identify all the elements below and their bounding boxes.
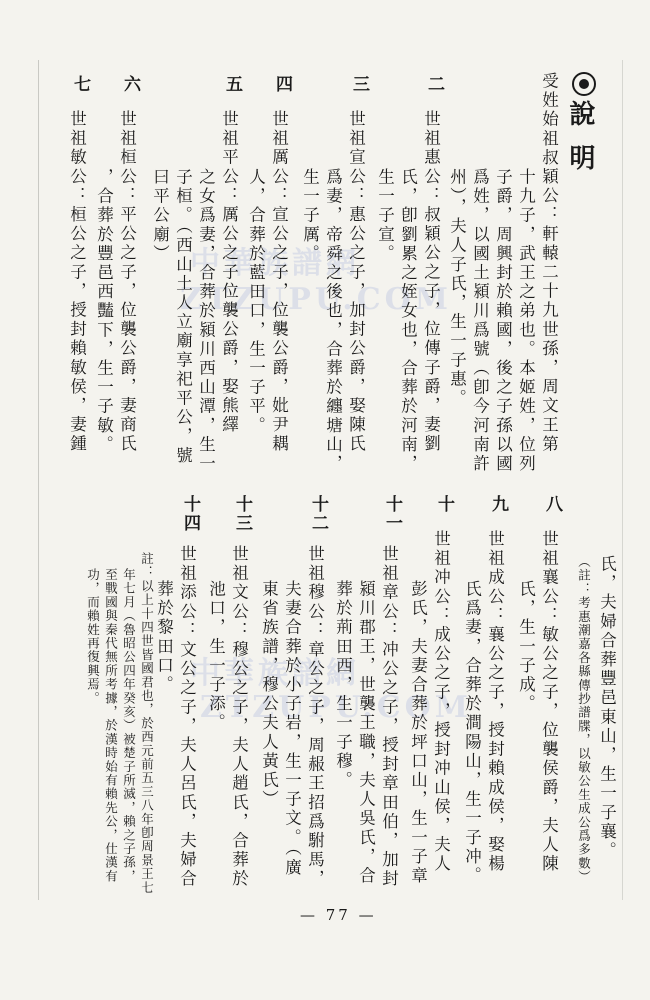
entry-number-6: 六 bbox=[120, 75, 140, 94]
footnote-col-2: 年七月（魯昭公四年癸亥）被楚子所滅，賴之子孫， bbox=[121, 568, 137, 884]
entry-number-4: 四 bbox=[272, 75, 292, 94]
text-col-3: 子爵，周興封於賴國，後之子孫以國 bbox=[493, 168, 513, 474]
text-col-13: 人，合葬於藍田口，生一子平。 bbox=[246, 168, 266, 436]
watermark-url-bottom: ZTZUPU.COM bbox=[200, 690, 472, 725]
text-col-16: 子桓。（西山土人立廟享祀平公，號 bbox=[173, 168, 193, 466]
entry-number-12: 十二 bbox=[308, 495, 328, 533]
text-col-27: 世祖冲公：成公之子，授封冲山侯，夫人 bbox=[431, 530, 451, 874]
footnote-col-4: 功，而賴姓再復興焉。 bbox=[85, 568, 101, 705]
text-col-29: 世祖章公：冲公之子，授封章田伯，加封 bbox=[379, 545, 399, 889]
text-col-1: 受姓始祖叔穎公：軒轅二十九世孫，周文王第 bbox=[539, 72, 559, 454]
text-col-31: 葬於荊田西，生一子穆。 bbox=[333, 580, 353, 791]
footnote-col-1: 註：以上十四世皆國君也，於西元前五三八年卽周景王七 bbox=[139, 552, 155, 895]
watermark-url-top: ZTZUPU.COM bbox=[180, 282, 452, 317]
text-col-36: 池口，生一子添。 bbox=[206, 580, 226, 733]
text-col-23: 世祖襄公：敏公之子，位襲侯爵，夫人陳 bbox=[539, 530, 559, 874]
entry-number-14: 十四 bbox=[180, 495, 200, 533]
entry-number-3: 三 bbox=[349, 75, 369, 94]
text-col-28: 彭氏，夫妻合葬於坪口山，生一子章 bbox=[408, 580, 428, 886]
text-col-8: 生一子宣。 bbox=[375, 168, 395, 264]
page-edge-right bbox=[622, 60, 623, 900]
text-col-37: 世祖添公：文公之子，夫人呂氏，夫婦合 bbox=[177, 545, 197, 889]
text-col-6: 世祖惠公：叔穎公之子，位傳子爵，妻劉 bbox=[421, 110, 441, 454]
text-col-4: 爲姓，以國土潁川爲號（卽今河南許 bbox=[470, 168, 490, 474]
watermark-cn-top: 中華族譜網 bbox=[190, 246, 360, 281]
text-col-20: 世祖敏公：桓公之子，授封賴敏侯，妻鍾 bbox=[67, 110, 87, 454]
text-col-33: 夫妻合葬於小子岩，生一子文。（廣 bbox=[282, 580, 302, 878]
text-col-21: 氏，夫婦合葬豐邑東山，生一子襄。 bbox=[597, 555, 617, 861]
entry-number-7: 七 bbox=[70, 75, 90, 94]
text-col-9: 世祖宣公：惠公之子，加封公爵，娶陳氏 bbox=[346, 110, 366, 454]
text-col-32: 世祖穆公：章公之子，周赧王招爲駙馬， bbox=[305, 545, 325, 889]
text-col-30: 潁川郡王，世襲王職，夫人吳氏，合 bbox=[356, 580, 376, 886]
entry-number-8: 八 bbox=[542, 495, 562, 514]
entry-number-10: 十 bbox=[434, 495, 454, 514]
text-col-2: 十九子，武王之弟也。本姬姓，位列 bbox=[516, 168, 536, 474]
entry-number-13: 十三 bbox=[232, 495, 252, 533]
text-col-34: 東省族譜，穆公夫人黃氏） bbox=[259, 580, 279, 810]
text-col-14: 世祖平公：厲公之子位襲公爵，娶熊繹 bbox=[219, 110, 239, 435]
page-title: 說明 bbox=[565, 100, 595, 188]
page-number: — 77 — bbox=[300, 906, 377, 924]
footnote-col-3: 至戰國與秦代無所考據，於漢時始有賴先公，仕漢有 bbox=[103, 568, 119, 884]
text-col-24: 氏，生一子成。 bbox=[516, 580, 536, 714]
page-edge-left bbox=[38, 60, 39, 900]
text-col-5: 州），夫人子氏，生一子惠。 bbox=[447, 168, 467, 409]
text-col-11: 生一子厲。 bbox=[300, 168, 320, 264]
text-col-19: ，合葬於豐邑西豔下，生一子敏。 bbox=[94, 168, 114, 455]
title-bullet-icon bbox=[572, 72, 596, 96]
text-col-17: 曰平公廟） bbox=[150, 168, 170, 264]
entry-number-11: 十一 bbox=[382, 495, 402, 533]
note-col-22: （註：考惠潮嘉各縣傳抄譜牒，以敏公生成公爲多數） bbox=[576, 555, 592, 884]
text-col-35: 世祖文公：穆公之子，夫人趙氏，合葬於 bbox=[229, 545, 249, 889]
text-col-7: 氏，卽劉累之姪女也，合葬於河南， bbox=[398, 168, 418, 474]
entry-number-5: 五 bbox=[222, 75, 242, 94]
entry-number-2: 二 bbox=[424, 75, 444, 94]
text-col-25: 世祖成公：襄公之子，授封賴成侯，娶楊 bbox=[485, 530, 505, 874]
text-col-15: 之女爲妻，合葬於潁川西山潭，生一 bbox=[196, 168, 216, 474]
text-col-26: 氏爲妻，合葬於澗陽山，生一子冲。 bbox=[462, 580, 482, 886]
text-col-38: 葬於黎田口。 bbox=[154, 580, 174, 695]
text-col-12: 世祖厲公：宣公之子，位襲公爵，妣尹耦 bbox=[269, 110, 289, 454]
watermark-cn-bottom: 中華族譜網 bbox=[190, 656, 360, 691]
text-col-10: 爲妻，帝舜之後也，合葬於纏塘山， bbox=[323, 168, 343, 474]
entry-number-9: 九 bbox=[488, 495, 508, 514]
text-col-18: 世祖桓公：平公之子，位襲公爵，妻商氏 bbox=[117, 110, 137, 454]
